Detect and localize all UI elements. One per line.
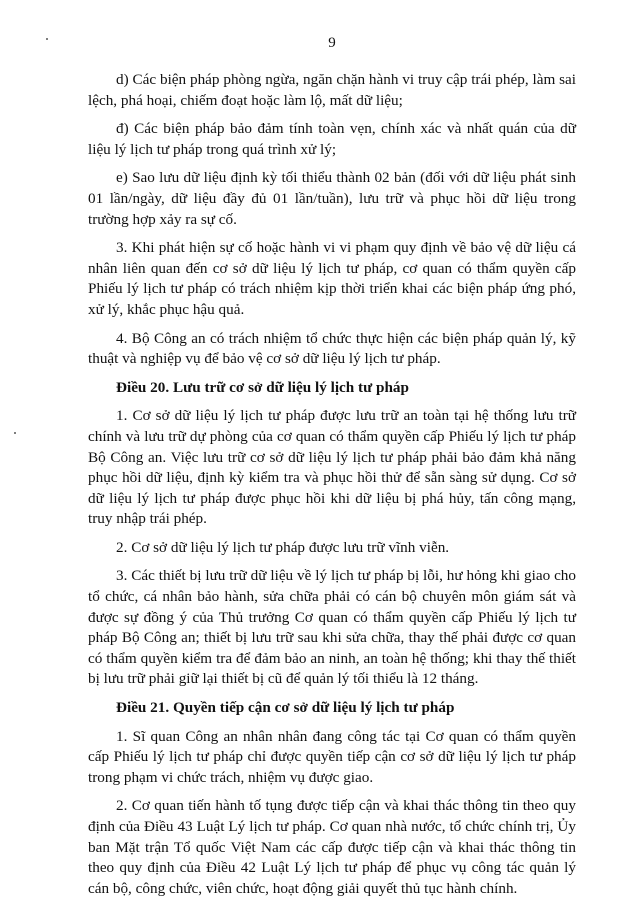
- paragraph-e: e) Sao lưu dữ liệu định kỳ tối thiểu thành 02 bản (đối với dữ liệu phát sinh 01 lần/ngày, dữ liệu đầy đủ 01 lần/tuần), lưu trữ và phục hồi dữ liệu trong trường hợp xảy ra sự cố.: [88, 169, 576, 228]
- paragraph-3: 3. Khi phát hiện sự cố hoặc hành vi vi phạm quy định về bảo vệ dữ liệu cá nhân liên quan đến cơ sở dữ liệu lý lịch tư pháp, cơ quan có thẩm quyền cấp Phiếu lý lịch tư pháp có trách nhiệm kịp thời triển khai các biện pháp ứng phó, xử lý, khắc phục hậu quả.: [88, 239, 576, 318]
- article-21-clause-1: 1. Sĩ quan Công an nhân nhân đang công tác tại Cơ quan có thẩm quyền cấp Phiếu lý lịch tư pháp chỉ được quyền tiếp cận cơ sở dữ liệu lý lịch tư pháp trong phạm vi chức trách, nhiệm vụ được giao.: [88, 727, 576, 786]
- paragraph-d: d) Các biện pháp phòng ngừa, ngăn chặn hành vi truy cập trái phép, làm sai lệch, phá hoại, chiếm đoạt hoặc làm lộ, mất dữ liệu;: [88, 71, 576, 109]
- article-21-heading: Điều 21. Quyền tiếp cận cơ sở dữ liệu lý lịch tư pháp: [116, 699, 455, 717]
- paragraph-dd: đ) Các biện pháp bảo đảm tính toàn vẹn, chính xác và nhất quán của dữ liệu lý lịch tư pháp trong quá trình xử lý;: [88, 120, 576, 158]
- scan-speck: [14, 432, 16, 434]
- article-20-heading: Điều 20. Lưu trữ cơ sở dữ liệu lý lịch tư pháp: [116, 378, 409, 396]
- scan-speck: [46, 38, 48, 40]
- article-20-clause-1: 1. Cơ sở dữ liệu lý lịch tư pháp được lưu trữ an toàn tại hệ thống lưu trữ chính và lưu trữ dự phòng của cơ quan có thẩm quyền cấp Phiếu lý lịch tư pháp Bộ Công an. Việc lưu trữ cơ sở dữ liệu lý lịch tư pháp phải bảo đảm khả năng phục hồi dữ liệu, định kỳ kiểm tra và phục hồi thử để sẵn sàng sử dụng. Cơ sở dữ liệu lý lịch tư pháp được phục hồi khi dữ liệu bị phá hủy, tấn công mạng, truy nhập trái phép.: [88, 407, 576, 528]
- article-21-clause-2: 2. Cơ quan tiến hành tố tụng được tiếp cận và khai thác thông tin theo quy định của Điều 43 Luật Lý lịch tư pháp. Cơ quan nhà nước, tổ chức chính trị, Ủy ban Mặt trận Tổ quốc Việt Nam các cấp được tiếp cận và khai thác thông tin theo quy định của Điều 42 Luật Lý lịch tư pháp để phục vụ công tác quản lý cán bộ, công chức, viên chức, hoạt động giải quyết thủ tục hành chính.: [88, 797, 576, 897]
- document-body: [88, 70, 576, 907]
- article-20-clause-3: 3. Các thiết bị lưu trữ dữ liệu về lý lịch tư pháp bị lỗi, hư hỏng khi giao cho tổ chức, cá nhân bảo hành, sửa chữa phải có cán bộ chuyên môn giám sát và được sự đồng ý của Thủ trưởng Cơ quan có thẩm quyền cấp Phiếu lý lịch tư pháp Bộ Công an; thiết bị lưu trữ sau khi sửa chữa, thay thế phải được cơ quan có thẩm quyền kiểm tra để đảm bảo an ninh, an toàn hệ thống; khi thay thế thiết bị lưu trữ phải giữ lại thiết bị cũ để quản lý tối thiểu là 12 tháng.: [88, 567, 576, 688]
- page-number: 9: [328, 35, 336, 51]
- article-20-clause-2: 2. Cơ sở dữ liệu lý lịch tư pháp được lưu trữ vĩnh viễn.: [116, 538, 450, 556]
- paragraph-4: 4. Bộ Công an có trách nhiệm tổ chức thực hiện các biện pháp quản lý, kỹ thuật và nghiệp vụ để bảo vệ cơ sở dữ liệu lý lịch tư pháp.: [88, 329, 576, 368]
